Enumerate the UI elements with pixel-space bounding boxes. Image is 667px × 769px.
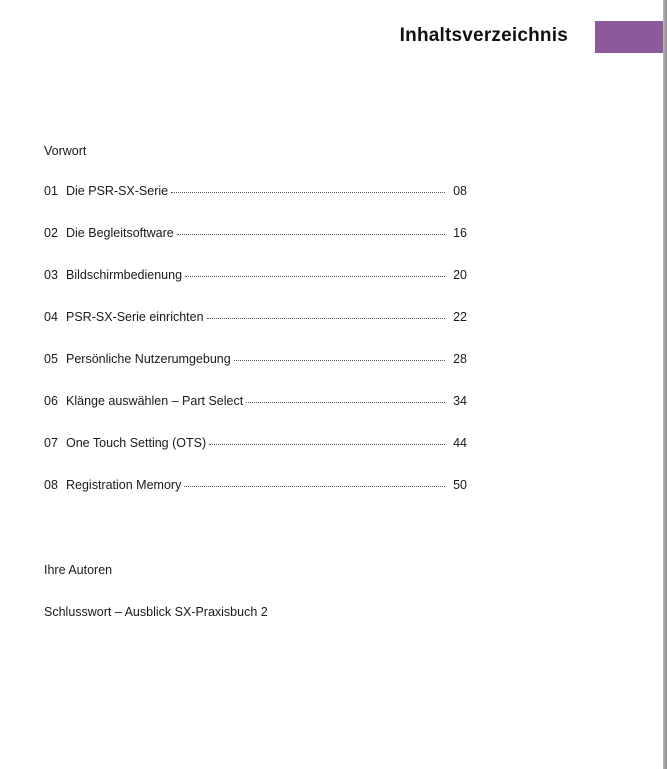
toc-page-number: 20 [453, 268, 467, 282]
toc-page-number: 16 [453, 226, 467, 240]
page-edge-shadow [663, 0, 667, 769]
toc-dot-leader [171, 192, 445, 193]
page-title: Inhaltsverzeichnis [399, 25, 568, 46]
toc-chapter-title: Persönliche Nutzerumgebung [66, 352, 231, 366]
toc-chapter-number: 07 [44, 436, 58, 450]
toc-chapter-title: Die Begleitsoftware [66, 226, 174, 240]
toc-page-number: 22 [453, 310, 467, 324]
toc-row [44, 184, 467, 226]
toc-page-number: 28 [453, 352, 467, 366]
toc-dot-leader [184, 486, 445, 487]
toc-chapter-number: 02 [44, 226, 58, 240]
toc-entry-afterword: Schlusswort – Ausblick SX-Praxisbuch 2 [44, 605, 268, 619]
toc-dot-leader [177, 234, 445, 235]
toc-dot-leader [234, 360, 445, 361]
toc-chapter-number: 04 [44, 310, 58, 324]
toc-chapter-title: Klänge auswählen – Part Select [66, 394, 244, 408]
toc-chapter-number: 08 [44, 478, 58, 492]
toc-chapter-number: 03 [44, 268, 58, 282]
toc-page-number: 44 [453, 436, 467, 450]
toc-chapter-title: PSR-SX-Serie einrichten [66, 310, 204, 324]
toc-chapter-number: 05 [44, 352, 58, 366]
toc-chapter-number: 06 [44, 394, 58, 408]
toc-page-number: 50 [453, 478, 467, 492]
toc-chapter-title: Registration Memory [66, 478, 182, 492]
toc-dot-leader [246, 402, 445, 403]
toc-chapter-number: 01 [44, 184, 58, 198]
toc-chapter-title: Die PSR-SX-Serie [66, 184, 169, 198]
toc-row [44, 268, 467, 310]
toc-dot-leader [185, 276, 445, 277]
toc-chapter-title: Bildschirmbedienung [66, 268, 183, 282]
table-of-contents [44, 184, 467, 520]
toc-chapter-title: One Touch Setting (OTS) [66, 436, 207, 450]
header-accent-bar [595, 21, 665, 53]
toc-row [44, 394, 467, 436]
toc-dot-leader [207, 318, 445, 319]
toc-row [44, 478, 467, 520]
toc-row [44, 436, 467, 478]
toc-entry-authors: Ihre Autoren [44, 563, 113, 577]
toc-row [44, 352, 467, 394]
toc-row [44, 226, 467, 268]
toc-row [44, 310, 467, 352]
toc-page-number: 34 [453, 394, 467, 408]
toc-page-number: 08 [453, 184, 467, 198]
toc-entry-vorwort: Vorwort [44, 144, 87, 158]
toc-dot-leader [209, 444, 445, 445]
